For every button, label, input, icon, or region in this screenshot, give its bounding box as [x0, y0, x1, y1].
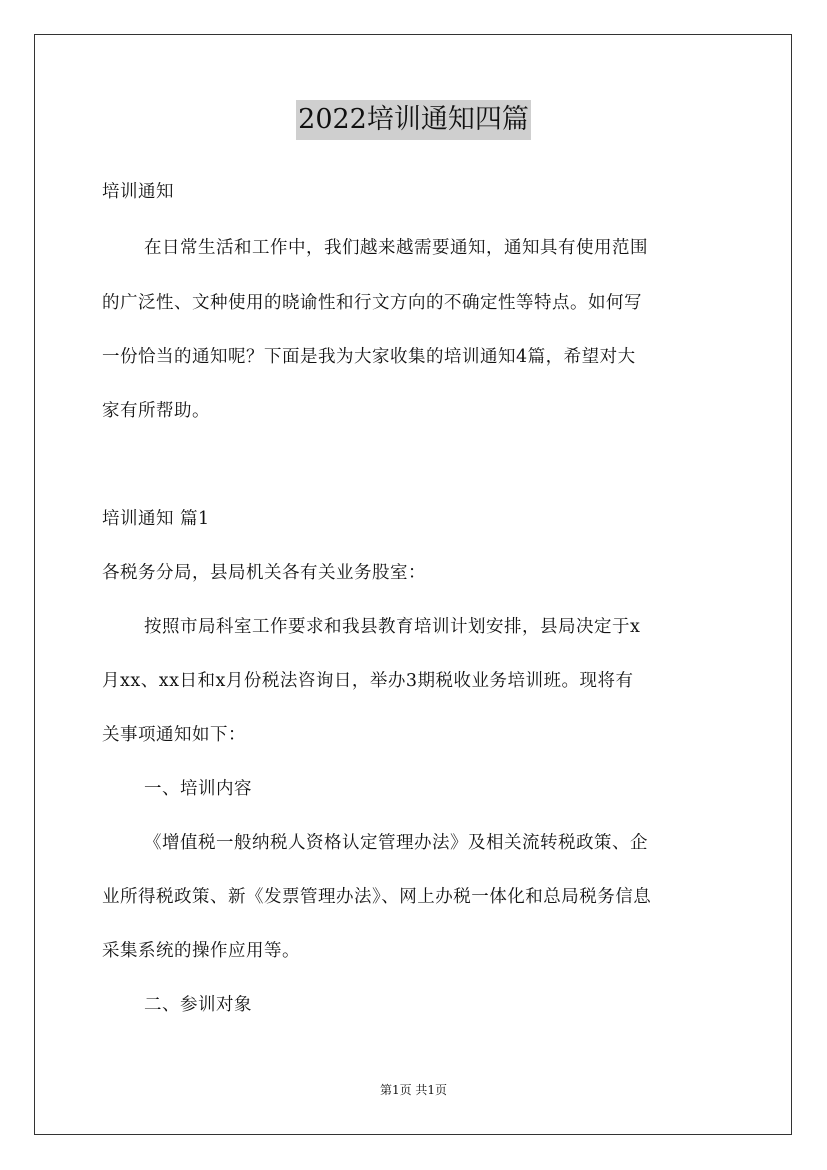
- title-area: [0, 100, 827, 140]
- content-line: 业所得税政策、新《发票管理办法》、网上办税一体化和总局税务信息: [102, 887, 652, 907]
- content-line: 采集系统的操作应用等。: [102, 941, 300, 961]
- page-footer: 第1页 共1页: [379, 1083, 448, 1097]
- body-line: 月xx、xx日和x月份税法咨询日，举办3期税收业务培训班。现将有: [102, 671, 634, 691]
- body-line: 关事项通知如下：: [102, 725, 246, 745]
- document-title: 2022培训通知四篇: [296, 100, 531, 140]
- section-heading-1: 一、培训内容: [144, 779, 252, 799]
- content-line: 《增值税一般纳税人资格认定管理办法》及相关流转税政策、企: [144, 833, 648, 853]
- intro-line: 的广泛性、文种使用的晓谕性和行文方向的不确定性等特点。如何写: [102, 293, 642, 313]
- section-heading-2: 二、参训对象: [144, 995, 252, 1015]
- intro-line: 家有所帮助。: [102, 401, 210, 421]
- intro-line: 在日常生活和工作中，我们越来越需要通知，通知具有使用范围: [144, 238, 648, 258]
- section-label: 培训通知: [102, 182, 174, 202]
- intro-line: 一份恰当的通知呢？下面是我为大家收集的培训通知4篇，希望对大: [102, 347, 636, 367]
- salutation: 各税务分局，县局机关各有关业务股室：: [102, 563, 426, 583]
- article-heading: 培训通知 篇1: [102, 509, 210, 529]
- body-line: 按照市局科室工作要求和我县教育培训计划安排，县局决定于x: [144, 617, 641, 637]
